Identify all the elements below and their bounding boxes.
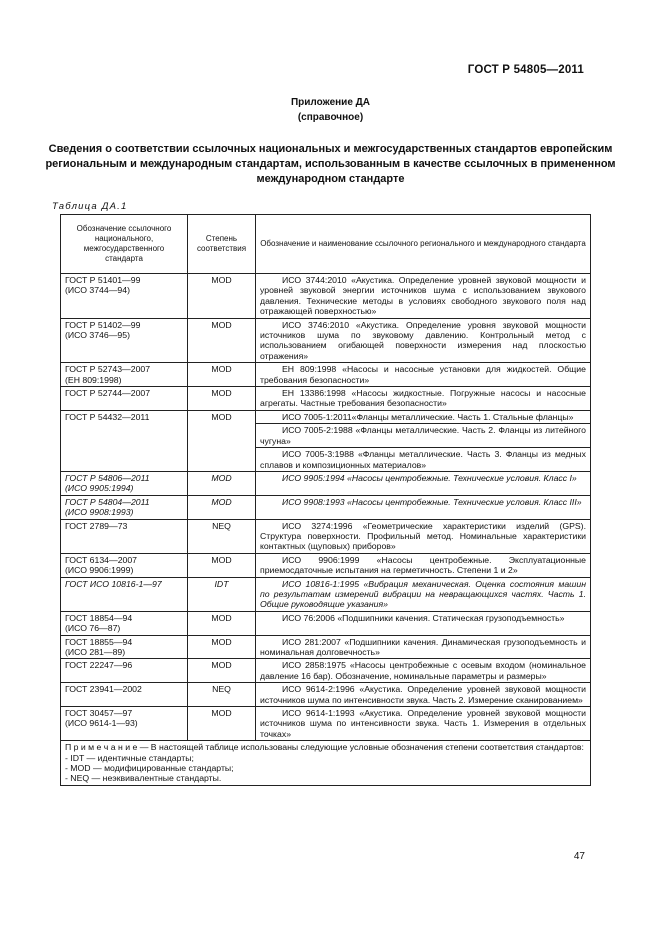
- degree-cell: MOD: [188, 495, 256, 519]
- table-note-row: [61, 741, 591, 786]
- degree-cell: MOD: [188, 363, 256, 387]
- designation-cell: ГОСТ 2789—73: [61, 519, 188, 553]
- degree-cell: MOD: [188, 318, 256, 363]
- designation-cell: ГОСТ 30457—97 (ИСО 9614-1—93): [61, 707, 188, 741]
- designation-cell: ГОСТ Р 54804—2011 (ИСО 9908:1993): [61, 495, 188, 519]
- correspondence-table: [60, 214, 591, 786]
- standard-number-header: ГОСТ Р 54805—2011: [467, 64, 584, 76]
- name-cell: ИСО 9906:1999 «Насосы центробежные. Эксплуатационные приемосдаточные испытания на герметичность. Степени 1 и 2»: [256, 553, 591, 577]
- name-cell: ИСО 3274:1996 «Геометрические характеристики изделий (GPS). Структура поверхности. Профильный метод. Номинальные характеристики контактных (щуповых) приборов»: [256, 519, 591, 553]
- degree-cell: MOD: [188, 274, 256, 319]
- name-cell: ИСО 9614-1:1993 «Акустика. Определение уровней звуковой мощности источников шума по интенсивности звука. Часть 1. Измерения в отдельных точках»: [256, 707, 591, 741]
- table-row: [61, 519, 591, 553]
- name-cell: ИСО 3746:2010 «Акустика. Определение уровня звуковой мощности источников шума по звуковому давлению. Контрольный метод с использованием огибающей поверхности измерения над плоскостью отражения»: [256, 318, 591, 363]
- appendix-type: (справочное): [297, 112, 364, 123]
- degree-cell: MOD: [188, 471, 256, 495]
- column-header-name: Обозначение и наименование ссылочного регионального и международного стандарта: [256, 215, 591, 274]
- degree-cell: MOD: [188, 635, 256, 659]
- table-note: П р и м е ч а н и е — В настоящей таблице использованы следующие условные обозначения степени соответствия стандартов: - IDT — идентичные стандарты; - MOD — модифицированные стандарты; - NEQ — неэквивалентные стандарты.: [61, 741, 591, 786]
- table-row: [61, 363, 591, 387]
- table-row: [61, 274, 591, 319]
- table-row: [61, 318, 591, 363]
- designation-cell: ГОСТ Р 51402—99 (ИСО 3746—95): [61, 318, 188, 363]
- designation-cell: ГОСТ 18855—94 (ИСО 281—89): [61, 635, 188, 659]
- name-cell: ИСО 9614-2:1996 «Акустика. Определение уровней звуковой мощности источников шума по интенсивности звука. Часть 2. Измерение сканированием»: [256, 683, 591, 707]
- designation-cell: ГОСТ Р 54806—2011 (ИСО 9905:1994): [61, 471, 188, 495]
- name-cell: ИСО 76:2006 «Подшипники качения. Статическая грузоподъемность»: [256, 611, 591, 635]
- table-row: [61, 683, 591, 707]
- name-cell: ИСО 7005-1:2011«Фланцы металлические. Часть 1. Стальные фланцы»: [256, 410, 591, 423]
- table-row: [61, 410, 591, 423]
- degree-cell: NEQ: [188, 683, 256, 707]
- name-cell: ИСО 7005-3:1988 «Фланцы металлические. Часть 3. Фланцы из медных сплавов и композиционных материалов»: [256, 448, 591, 472]
- degree-cell: MOD: [188, 611, 256, 635]
- degree-cell: IDT: [188, 577, 256, 611]
- designation-cell: ГОСТ ИСО 10816-1—97: [61, 577, 188, 611]
- designation-cell: ГОСТ Р 52743—2007 (ЕН 809:1998): [61, 363, 188, 387]
- table-row: [61, 611, 591, 635]
- degree-cell: MOD: [188, 707, 256, 741]
- designation-cell: ГОСТ 23941—2002: [61, 683, 188, 707]
- table-row: [61, 471, 591, 495]
- table-row: [61, 659, 591, 683]
- name-cell: ИСО 3744:2010 «Акустика. Определение уровней звуковой мощности и уровней звуковой энергии источников шума с использованием звукового давления. Технические методы в условиях свободного звукового поля над отражающей поверхностью»: [256, 274, 591, 319]
- name-cell: ИСО 9908:1993 «Насосы центробежные. Технические условия. Класс III»: [256, 495, 591, 519]
- degree-cell: MOD: [188, 387, 256, 411]
- page-number: 47: [573, 851, 585, 862]
- table-caption: Таблица ДА.1: [52, 201, 128, 212]
- name-cell: ИСО 281:2007 «Подшипники качения. Динамическая грузоподъемность и номинальная долговечность»: [256, 635, 591, 659]
- column-header-designation: Обозначение ссылочного национального, межгосударственного стандарта: [61, 215, 188, 274]
- table-row: [61, 635, 591, 659]
- name-cell: ИСО 9905:1994 «Насосы центробежные. Технические условия. Класс I»: [256, 471, 591, 495]
- degree-cell: MOD: [188, 410, 256, 471]
- designation-cell: ГОСТ 22247—96: [61, 659, 188, 683]
- table-header-row: [61, 215, 591, 274]
- table-row: [61, 707, 591, 741]
- name-cell: ЕН 13386:1998 «Насосы жидкостные. Погружные насосы и насосные агрегаты. Частные требования безопасности»: [256, 387, 591, 411]
- table-row: [61, 577, 591, 611]
- name-cell: ЕН 809:1998 «Насосы и насосные установки для жидкостей. Общие требования безопасности»: [256, 363, 591, 387]
- appendix-label: Приложение ДА: [290, 97, 371, 108]
- appendix-heading: [0, 95, 661, 125]
- table-row: [61, 387, 591, 411]
- designation-cell: ГОСТ 6134—2007 (ИСО 9906:1999): [61, 553, 188, 577]
- degree-cell: NEQ: [188, 519, 256, 553]
- degree-cell: MOD: [188, 659, 256, 683]
- table-row: [61, 495, 591, 519]
- name-cell: ИСО 7005-2:1988 «Фланцы металлические. Часть 2. Фланцы из литейного чугуна»: [256, 424, 591, 448]
- name-cell: ИСО 2858:1975 «Насосы центробежные с осевым входом (номинальное давление 16 бар). Обозначение, номинальные параметры и размеры»: [256, 659, 591, 683]
- document-title: Сведения о соответствии ссылочных национальных и межгосударственных стандартов европейским региональным и международным стандартам, использованным в качестве ссылочных в примененном международном стандарте: [45, 143, 616, 185]
- designation-cell: ГОСТ Р 51401—99 (ИСО 3744—94): [61, 274, 188, 319]
- column-header-degree: Степень соответствия: [188, 215, 256, 274]
- degree-cell: MOD: [188, 553, 256, 577]
- designation-cell: ГОСТ Р 54432—2011: [61, 410, 188, 471]
- designation-cell: ГОСТ Р 52744—2007: [61, 387, 188, 411]
- table-row: [61, 553, 591, 577]
- designation-cell: ГОСТ 18854—94 (ИСО 76—87): [61, 611, 188, 635]
- name-cell: ИСО 10816-1:1995 «Вибрация механическая. Оценка состояния машин по результатам измерений вибрации на невращающихся частях. Часть 1. Общие руководящие указания»: [256, 577, 591, 611]
